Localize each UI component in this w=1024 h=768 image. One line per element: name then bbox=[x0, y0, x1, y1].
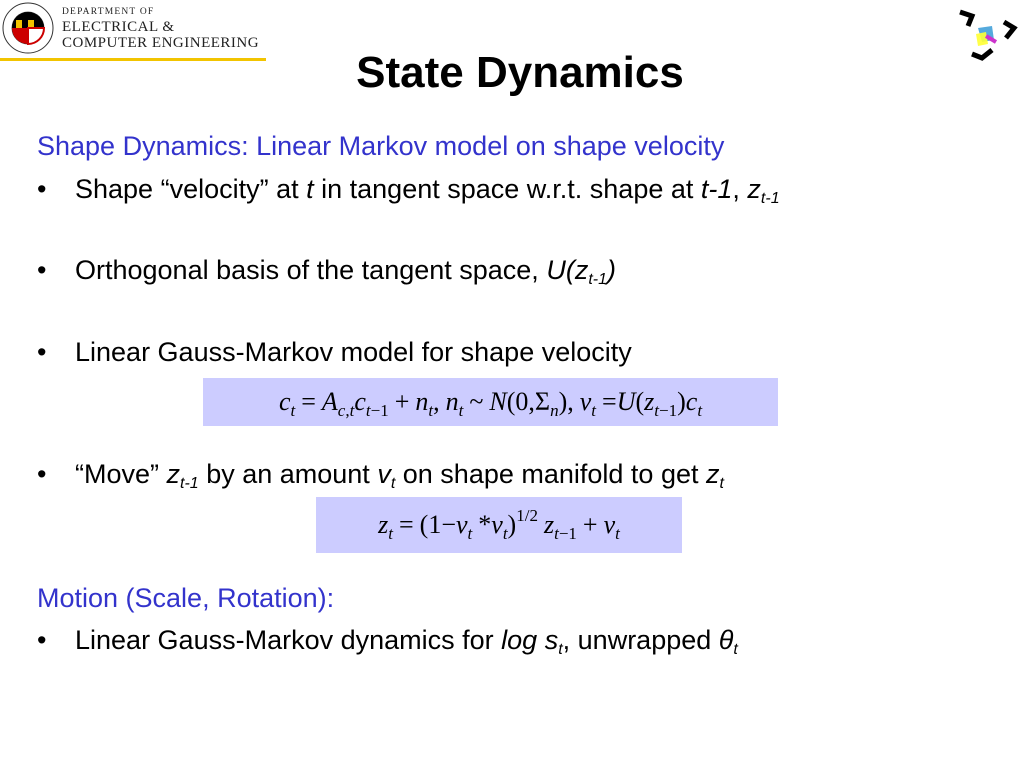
dept-line-2: ELECTRICAL & bbox=[62, 18, 175, 35]
equation-velocity-model: $c_t = A_{c,t}c_{t-1} + n_t$, $n_t$ ~ $N(0,\Sigma_n)$, $v_t =U(z_{t-1})c_t$ bbox=[203, 378, 778, 426]
bullet-dot: • bbox=[37, 255, 47, 285]
university-seal-icon bbox=[2, 2, 54, 54]
slide-title: State Dynamics bbox=[356, 48, 684, 97]
equation-manifold-update: $z_t = (1-v_t$ $*v_t)^{1/2}$ $z_{t-1} + v_t$ bbox=[316, 497, 682, 553]
bullet-dot: • bbox=[37, 337, 47, 367]
section-heading-motion: Motion (Scale, Rotation): bbox=[37, 583, 335, 613]
dept-line-3: COMPUTER ENGINEERING bbox=[62, 34, 260, 51]
bullet-dot: • bbox=[37, 625, 47, 655]
bullet-dot: • bbox=[37, 174, 47, 204]
department-name bbox=[62, 8, 259, 51]
bullet-dot: • bbox=[37, 459, 47, 489]
dept-line-1: DEPARTMENT OF bbox=[62, 7, 155, 17]
section-heading-shape-dynamics: Shape Dynamics: Linear Markov model on shape velocity bbox=[37, 131, 725, 161]
